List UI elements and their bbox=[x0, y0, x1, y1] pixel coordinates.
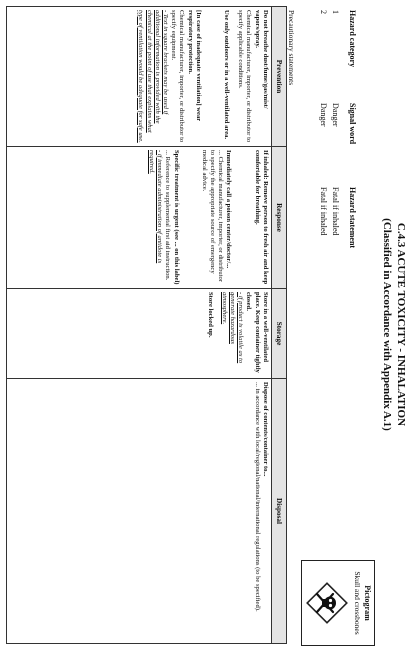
prevention-cell bbox=[7, 7, 272, 147]
prevention-1-text: Chemical manufacturer, importer, or distributor to specify applicable conditions. bbox=[237, 10, 253, 143]
table-row bbox=[7, 7, 272, 644]
prevention-2-bold: Use only outdoors or in a well-ventilated area. bbox=[222, 10, 230, 140]
response-1-bold: If inhaled: Remove person to fresh air and keep comfortable for breathing. bbox=[253, 150, 269, 285]
col-prevention: Prevention bbox=[271, 7, 286, 147]
response-3-bold: Specific treatment is urgent (see ... on this label) bbox=[172, 150, 180, 285]
skull-crossbones-icon bbox=[304, 579, 350, 627]
storage-cell bbox=[7, 289, 272, 379]
signal-word-1: Danger bbox=[331, 103, 340, 127]
document-title: C.4.3 ACUTE TOXICITY - INHALATION bbox=[395, 222, 407, 427]
signal-word-2: Danger bbox=[319, 103, 328, 127]
pictogram-box bbox=[301, 560, 375, 646]
response-3-text: ... Reference to supplemental first aid instruction. bbox=[164, 150, 172, 281]
hazard-category-1: 1 bbox=[331, 10, 340, 14]
hazard-statement-header: Hazard statement bbox=[348, 187, 357, 249]
document-subtitle: (Classified in Accordance with Appendix A.1) bbox=[381, 218, 393, 431]
col-response: Response bbox=[271, 147, 286, 289]
prevention-3-text: Chemical manufacturer, importer, or distributor to specify equipment. bbox=[170, 10, 186, 143]
signal-word-header: Signal word bbox=[348, 103, 357, 145]
disposal-cell bbox=[7, 379, 272, 644]
prevention-3-bold: [In case of inadequate ventilation] wear respiratory protection. bbox=[186, 10, 202, 122]
response-2-text: ... Chemical manufacturer, importer, or distributor to specify the appropriate source of emergency medical advice. bbox=[200, 150, 225, 283]
disposal-1-text: ... in accordance with local/regional/national/international regulations (to be specified). bbox=[253, 382, 261, 612]
storage-1-bold: Store in a well-ventilated place. Keep container tightly closed. bbox=[245, 292, 269, 373]
disposal-1-bold: Dispose of contents/container to... bbox=[261, 382, 269, 477]
table-header-row bbox=[271, 7, 286, 644]
pictogram-description: Skull and crossbones bbox=[353, 571, 362, 635]
col-storage: Storage bbox=[271, 289, 286, 379]
response-cell bbox=[7, 147, 272, 289]
hazard-category-header: Hazard category bbox=[348, 10, 357, 68]
hazard-category-2: 2 bbox=[319, 10, 328, 14]
storage-2-bold: Store locked up. bbox=[206, 292, 214, 338]
storage-1-note: - if product is volatile as to generate hazardous atmosphere. bbox=[220, 292, 245, 364]
precautionary-table bbox=[6, 6, 287, 644]
hazard-statement-2: Fatal if inhaled bbox=[319, 187, 328, 236]
prevention-1-bold: Do not breathe dust/fume/gas/mist/ vapors/spray. bbox=[253, 10, 269, 109]
pictogram-label: Pictogram bbox=[363, 585, 372, 621]
response-3-note: - if immediate administration of antidote is required. bbox=[147, 150, 164, 264]
hazard-statement-1: Fatal if inhaled bbox=[331, 187, 340, 236]
prevention-3-note: - Text in square brackets may be used if additional information is provided with the chemical at the point of use that explains what type of ventilation would be adequate for safe use. bbox=[137, 10, 169, 143]
col-disposal: Disposal bbox=[271, 379, 286, 644]
precautionary-statements-label: Precautionary statements bbox=[287, 10, 296, 86]
response-2-bold: Immediately call a poison center/doctor/... bbox=[225, 150, 233, 269]
